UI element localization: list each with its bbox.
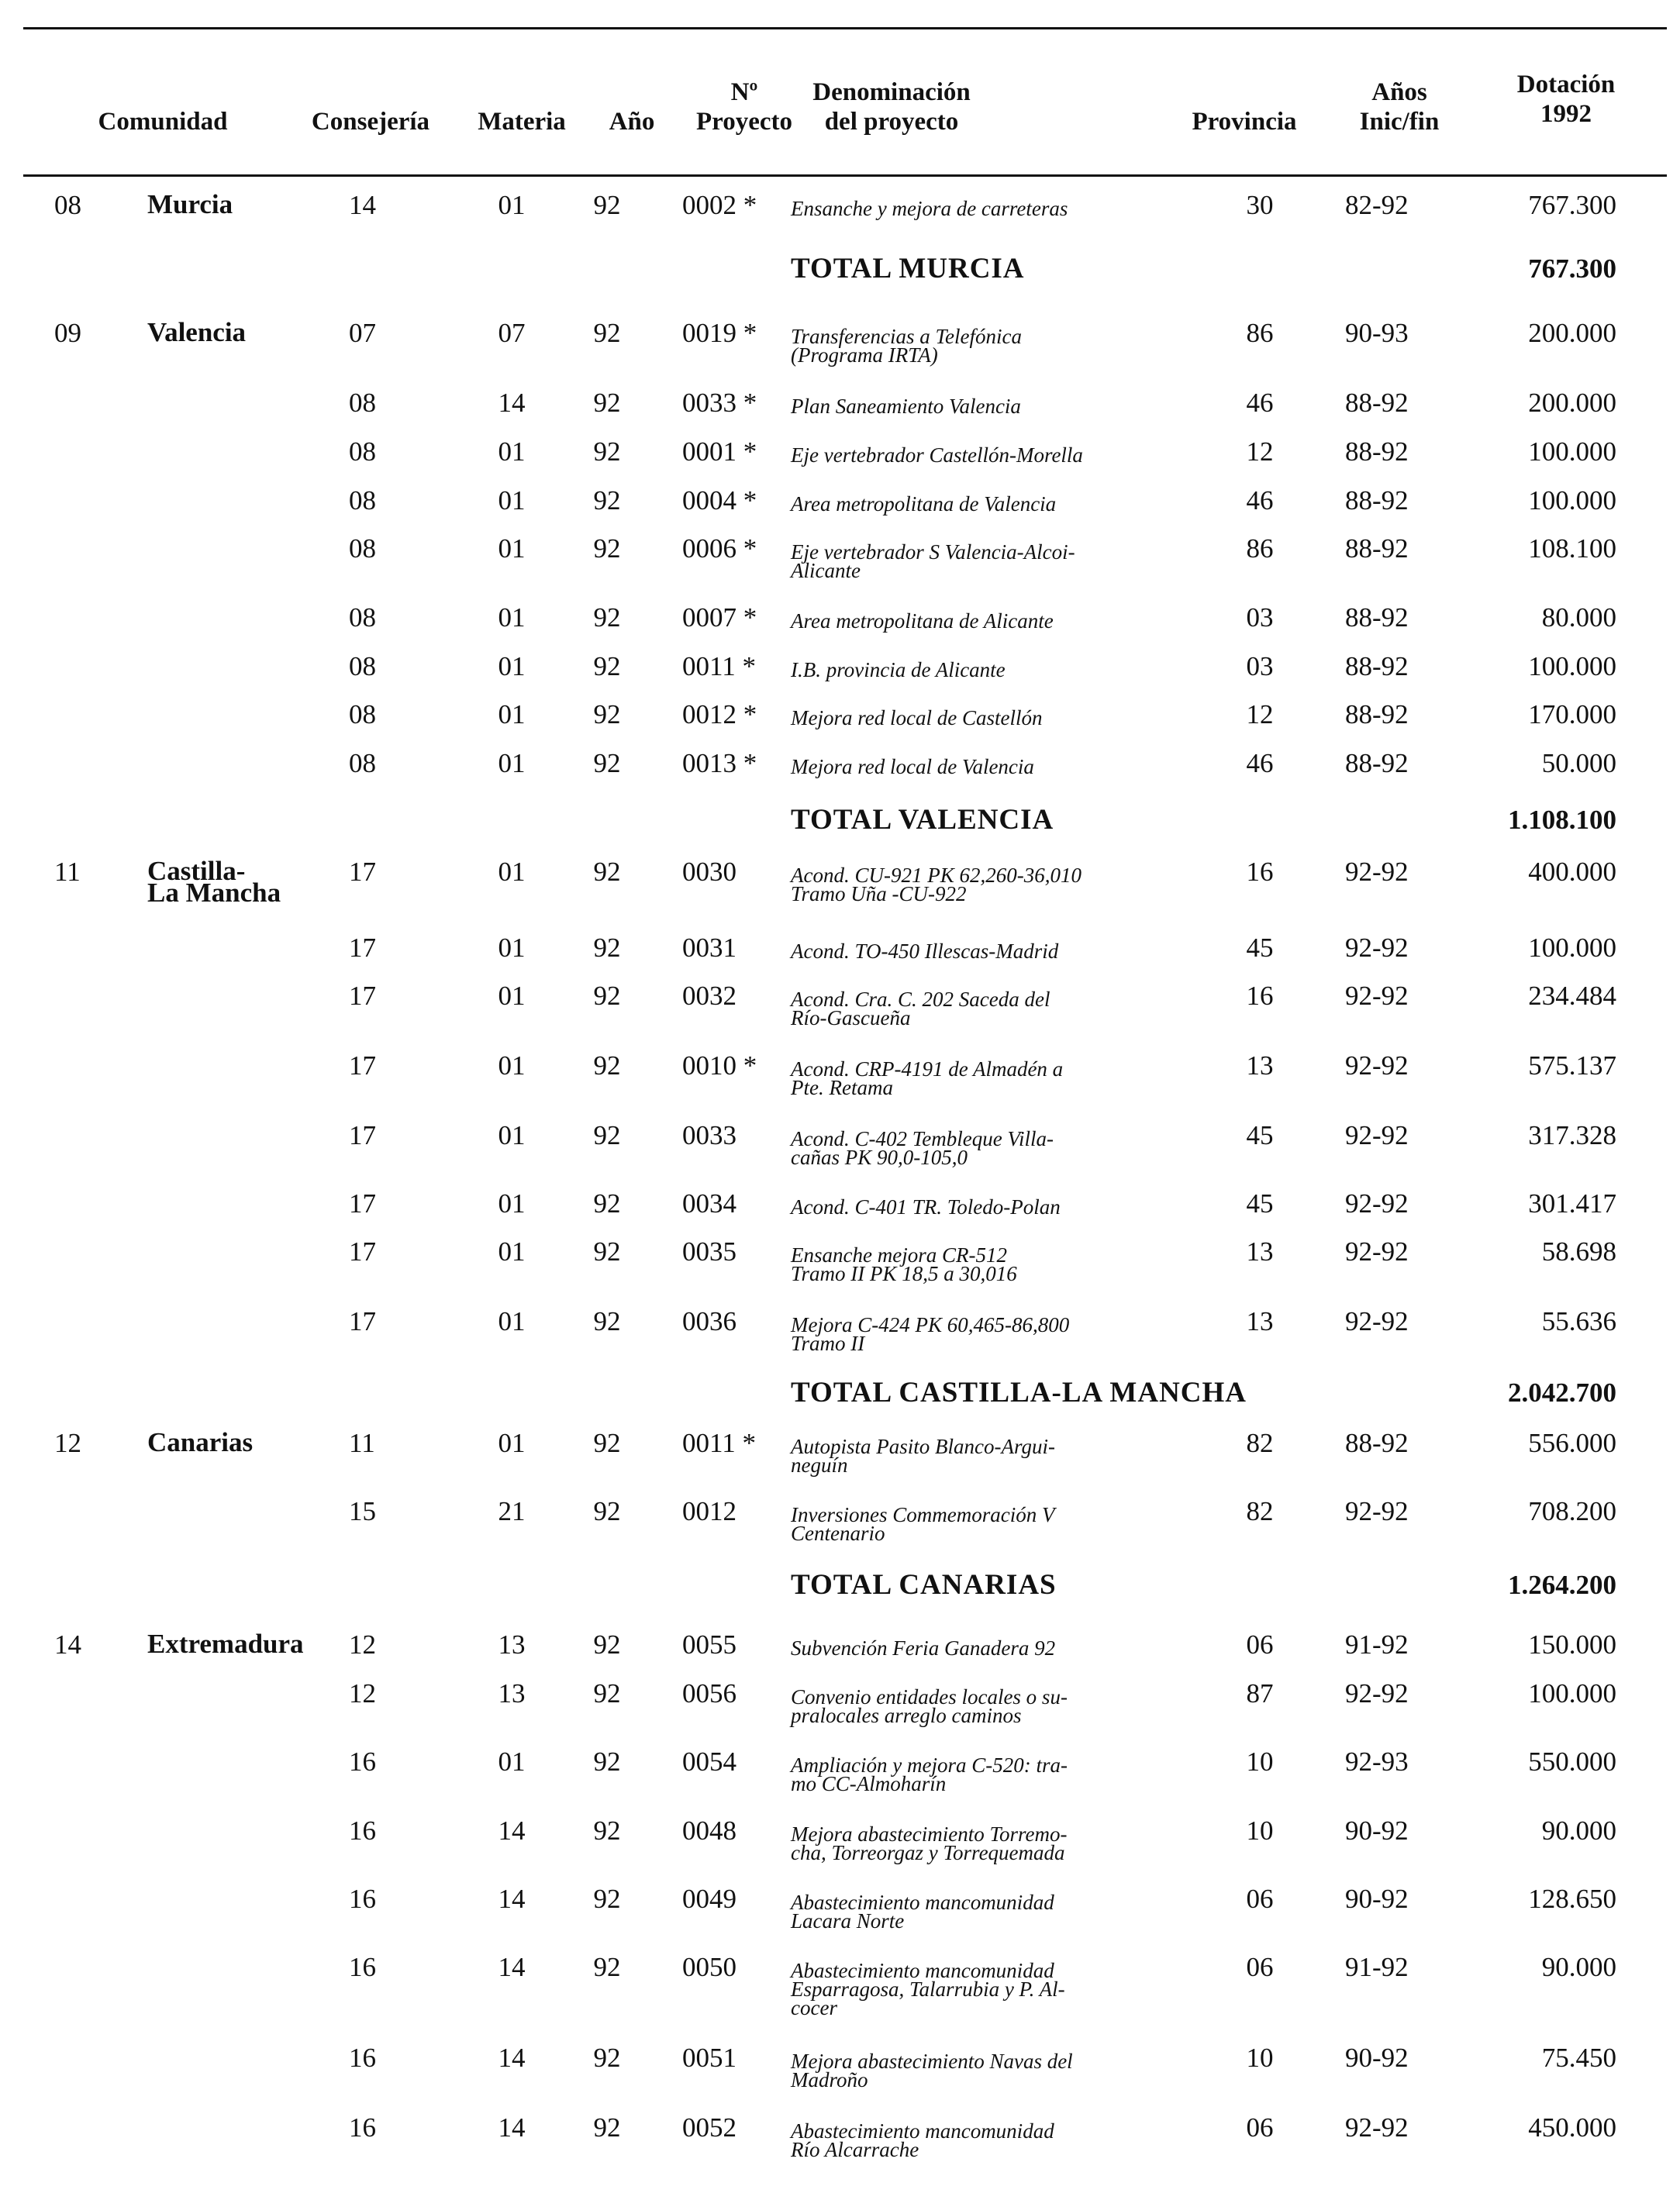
consejeria: 16 [349, 1747, 376, 1777]
anio: 92 [593, 1050, 621, 1081]
anio: 92 [593, 485, 621, 516]
anio: 92 [593, 1306, 621, 1336]
denominacion: Convenio entidades locales o su- pralocales arreglo caminos [791, 1685, 1068, 1727]
header-provincia: Provincia [1192, 108, 1297, 136]
denominacion: Abastecimiento mancomunidad Río Alcarrache [791, 2119, 1054, 2161]
materia: 01 [498, 857, 526, 887]
anio: 92 [593, 436, 621, 467]
dotacion: 90.000 [1541, 1952, 1616, 1982]
anio: 92 [593, 1120, 621, 1150]
materia: 01 [498, 1306, 526, 1336]
anio: 92 [593, 857, 621, 887]
total-label: TOTAL MURCIA [791, 253, 1025, 284]
anios-inic-fin: 91-92 [1345, 1952, 1409, 1982]
consejeria: 17 [349, 1236, 376, 1267]
dotacion: 128.650 [1528, 1884, 1616, 1914]
total-amount: 2.042.700 [1508, 1378, 1616, 1408]
anios-inic-fin: 92-92 [1345, 857, 1409, 887]
consejeria: 16 [349, 1952, 376, 1982]
consejeria: 08 [349, 651, 376, 681]
anio: 92 [593, 1678, 621, 1709]
provincia: 03 [1246, 651, 1274, 681]
num-proyecto: 0049 [682, 1884, 737, 1914]
num-proyecto: 0048 [682, 1816, 737, 1846]
num-proyecto: 0007 * [682, 602, 757, 633]
provincia: 12 [1246, 436, 1274, 467]
denominacion: Transferencias a Telefónica (Programa IRTA) [791, 325, 1023, 367]
num-proyecto: 0035 [682, 1236, 737, 1267]
num-proyecto: 0006 * [682, 533, 757, 564]
denominacion: Mejora C-424 PK 60,465-86,800 Tramo II [791, 1313, 1070, 1355]
anios-inic-fin: 88-92 [1345, 602, 1409, 633]
materia: 01 [498, 1428, 526, 1458]
denominacion: Acond. CU-921 PK 62,260-36,010 Tramo Uña -CU-922 [791, 864, 1081, 905]
comunidad-code: 08 [54, 190, 81, 220]
anio: 92 [593, 2043, 621, 2073]
dotacion: 75.450 [1541, 2043, 1616, 2073]
comunidad-name: Canarias [147, 1427, 254, 1457]
materia: 13 [498, 1629, 526, 1660]
consejeria: 12 [349, 1678, 376, 1709]
denominacion: Ensanche y mejora de carreteras [791, 197, 1068, 220]
anio: 92 [593, 2112, 621, 2143]
consejeria: 14 [349, 190, 376, 220]
dotacion: 550.000 [1528, 1747, 1616, 1777]
anio: 92 [593, 602, 621, 633]
dotacion: 108.100 [1528, 533, 1616, 564]
top-rule [23, 27, 1667, 29]
consejeria: 17 [349, 1306, 376, 1336]
denominacion: Abastecimiento mancomunidad Lacara Norte [791, 1891, 1054, 1933]
dotacion: 90.000 [1541, 1816, 1616, 1846]
denominacion: Plan Saneamiento Valencia [791, 395, 1021, 418]
materia: 01 [498, 748, 526, 778]
materia: 01 [498, 1050, 526, 1081]
materia: 01 [498, 1120, 526, 1150]
anios-inic-fin: 92-92 [1345, 2112, 1409, 2143]
dotacion: 80.000 [1541, 602, 1616, 633]
num-proyecto: 0033 [682, 1120, 737, 1150]
anio: 92 [593, 1428, 621, 1458]
anio: 92 [593, 388, 621, 418]
num-proyecto: 0019 * [682, 318, 757, 348]
dotacion: 150.000 [1528, 1629, 1616, 1660]
anio: 92 [593, 748, 621, 778]
header-comunidad: Comunidad [98, 108, 228, 136]
header-num-proyecto: Nº Proyecto [696, 78, 792, 136]
anios-inic-fin: 82-92 [1345, 190, 1409, 220]
num-proyecto: 0013 * [682, 748, 757, 778]
num-proyecto: 0056 [682, 1678, 737, 1709]
dotacion: 234.484 [1528, 981, 1616, 1011]
provincia: 45 [1246, 933, 1274, 963]
anios-inic-fin: 92-92 [1345, 933, 1409, 963]
num-proyecto: 0034 [682, 1188, 737, 1219]
dotacion: 317.328 [1528, 1120, 1616, 1150]
anios-inic-fin: 88-92 [1345, 533, 1409, 564]
provincia: 46 [1246, 748, 1274, 778]
dotacion: 767.300 [1528, 190, 1616, 220]
anio: 92 [593, 699, 621, 729]
dotacion: 100.000 [1528, 1678, 1616, 1709]
denominacion: Mejora red local de Valencia [791, 755, 1034, 778]
consejeria: 17 [349, 981, 376, 1011]
anios-inic-fin: 88-92 [1345, 699, 1409, 729]
anio: 92 [593, 1496, 621, 1526]
num-proyecto: 0011 * [682, 1428, 756, 1458]
materia: 14 [498, 2112, 526, 2143]
provincia: 45 [1246, 1120, 1274, 1150]
denominacion: Abastecimiento mancomunidad Esparragosa, Talarrubia y P. Al- cocer [791, 1959, 1065, 2019]
consejeria: 12 [349, 1629, 376, 1660]
anio: 92 [593, 981, 621, 1011]
provincia: 13 [1246, 1050, 1274, 1081]
dotacion: 100.000 [1528, 436, 1616, 467]
dotacion: 200.000 [1528, 388, 1616, 418]
dotacion: 556.000 [1528, 1428, 1616, 1458]
provincia: 06 [1246, 2112, 1274, 2143]
denominacion: Autopista Pasito Blanco-Argui- neguín [791, 1435, 1055, 1477]
anios-inic-fin: 88-92 [1345, 651, 1409, 681]
materia: 14 [498, 1952, 526, 1982]
num-proyecto: 0052 [682, 2112, 737, 2143]
dotacion: 170.000 [1528, 699, 1616, 729]
consejeria: 17 [349, 1120, 376, 1150]
num-proyecto: 0011 * [682, 651, 756, 681]
denominacion: Mejora abastecimiento Navas del Madroño [791, 2050, 1073, 2091]
num-proyecto: 0055 [682, 1629, 737, 1660]
consejeria: 08 [349, 533, 376, 564]
provincia: 82 [1246, 1428, 1274, 1458]
provincia: 86 [1246, 318, 1274, 348]
provincia: 10 [1246, 1816, 1274, 1846]
total-amount: 1.264.200 [1508, 1570, 1616, 1600]
header-anios-inic-fin: Años Inic/fin [1359, 78, 1440, 136]
comunidad-name: Castilla- La Mancha [147, 856, 281, 908]
dotacion: 58.698 [1541, 1236, 1616, 1267]
dotacion: 708.200 [1528, 1496, 1616, 1526]
num-proyecto: 0004 * [682, 485, 757, 516]
materia: 01 [498, 1188, 526, 1219]
comunidad-code: 09 [54, 318, 81, 348]
provincia: 10 [1246, 2043, 1274, 2073]
denominacion: Mejora red local de Castellón [791, 706, 1043, 729]
denominacion: Acond. C-401 TR. Toledo-Polan [791, 1195, 1061, 1219]
consejeria: 17 [349, 933, 376, 963]
comunidad-code: 14 [54, 1629, 81, 1660]
anios-inic-fin: 92-92 [1345, 981, 1409, 1011]
dotacion: 200.000 [1528, 318, 1616, 348]
num-proyecto: 0054 [682, 1747, 737, 1777]
anios-inic-fin: 92-92 [1345, 1496, 1409, 1526]
materia: 01 [498, 602, 526, 633]
materia: 01 [498, 190, 526, 220]
consejeria: 17 [349, 1188, 376, 1219]
anios-inic-fin: 90-93 [1345, 318, 1409, 348]
consejeria: 16 [349, 1884, 376, 1914]
denominacion: Acond. CRP-4191 de Almadén a Pte. Retama [791, 1057, 1064, 1099]
num-proyecto: 0012 [682, 1496, 737, 1526]
anios-inic-fin: 92-92 [1345, 1050, 1409, 1081]
dotacion: 400.000 [1528, 857, 1616, 887]
provincia: 06 [1246, 1952, 1274, 1982]
header-dotacion: Dotación 1992 [1516, 71, 1616, 128]
denominacion: I.B. provincia de Alicante [791, 658, 1006, 681]
denominacion: Eje vertebrador S Valencia-Alcoi- Alicante [791, 540, 1075, 582]
consejeria: 15 [349, 1496, 376, 1526]
dotacion: 450.000 [1528, 2112, 1616, 2143]
materia: 01 [498, 699, 526, 729]
materia: 01 [498, 651, 526, 681]
anios-inic-fin: 88-92 [1345, 388, 1409, 418]
materia: 21 [498, 1496, 526, 1526]
denominacion: Mejora abastecimiento Torremo- cha, Torreorgaz y Torrequemada [791, 1822, 1068, 1864]
provincia: 10 [1246, 1747, 1274, 1777]
materia: 14 [498, 1884, 526, 1914]
header-rule [23, 174, 1667, 177]
materia: 07 [498, 318, 526, 348]
header-denominacion: Denominación del proyecto [812, 78, 971, 136]
comunidad-name: Murcia [147, 189, 233, 219]
materia: 01 [498, 933, 526, 963]
anios-inic-fin: 88-92 [1345, 1428, 1409, 1458]
anio: 92 [593, 533, 621, 564]
num-proyecto: 0001 * [682, 436, 757, 467]
dotacion: 301.417 [1528, 1188, 1616, 1219]
denominacion: Acond. Cra. C. 202 Saceda del Río-Gascueña [791, 988, 1050, 1029]
provincia: 03 [1246, 602, 1274, 633]
materia: 01 [498, 485, 526, 516]
provincia: 30 [1246, 190, 1274, 220]
num-proyecto: 0036 [682, 1306, 737, 1336]
materia: 14 [498, 388, 526, 418]
provincia: 06 [1246, 1629, 1274, 1660]
consejeria: 17 [349, 1050, 376, 1081]
provincia: 13 [1246, 1306, 1274, 1336]
anios-inic-fin: 92-92 [1345, 1306, 1409, 1336]
dotacion: 50.000 [1541, 748, 1616, 778]
provincia: 46 [1246, 485, 1274, 516]
anio: 92 [593, 1884, 621, 1914]
denominacion: Acond. C-402 Tembleque Villa- cañas PK 90,0-105,0 [791, 1127, 1054, 1169]
materia: 13 [498, 1678, 526, 1709]
materia: 14 [498, 2043, 526, 2073]
anio: 92 [593, 1629, 621, 1660]
total-amount: 1.108.100 [1508, 805, 1616, 835]
num-proyecto: 0010 * [682, 1050, 757, 1081]
provincia: 13 [1246, 1236, 1274, 1267]
consejeria: 17 [349, 857, 376, 887]
materia: 01 [498, 981, 526, 1011]
dotacion: 100.000 [1528, 485, 1616, 516]
provincia: 06 [1246, 1884, 1274, 1914]
num-proyecto: 0032 [682, 981, 737, 1011]
provincia: 16 [1246, 857, 1274, 887]
provincia: 16 [1246, 981, 1274, 1011]
provincia: 82 [1246, 1496, 1274, 1526]
materia: 01 [498, 1747, 526, 1777]
denominacion: Ampliación y mejora C-520: tra- mo CC-Almoharín [791, 1753, 1068, 1795]
consejeria: 08 [349, 602, 376, 633]
header-anio: Año [609, 108, 655, 136]
num-proyecto: 0031 [682, 933, 737, 963]
materia: 01 [498, 436, 526, 467]
consejeria: 07 [349, 318, 376, 348]
dotacion: 55.636 [1541, 1306, 1616, 1336]
num-proyecto: 0033 * [682, 388, 757, 418]
num-proyecto: 0050 [682, 1952, 737, 1982]
anio: 92 [593, 1816, 621, 1846]
anios-inic-fin: 92-92 [1345, 1188, 1409, 1219]
provincia: 46 [1246, 388, 1274, 418]
consejeria: 08 [349, 388, 376, 418]
denominacion: Area metropolitana de Valencia [791, 492, 1057, 516]
dotacion: 100.000 [1528, 651, 1616, 681]
header-consejeria: Consejería [311, 108, 430, 136]
anio: 92 [593, 1747, 621, 1777]
anios-inic-fin: 92-92 [1345, 1236, 1409, 1267]
anios-inic-fin: 91-92 [1345, 1629, 1409, 1660]
anios-inic-fin: 88-92 [1345, 748, 1409, 778]
anios-inic-fin: 90-92 [1345, 1816, 1409, 1846]
provincia: 86 [1246, 533, 1274, 564]
dotacion: 575.137 [1528, 1050, 1616, 1081]
consejeria: 08 [349, 699, 376, 729]
anio: 92 [593, 1236, 621, 1267]
anio: 92 [593, 1188, 621, 1219]
anios-inic-fin: 88-92 [1345, 485, 1409, 516]
anio: 92 [593, 190, 621, 220]
comunidad-name: Extremadura [147, 1629, 304, 1659]
anios-inic-fin: 90-92 [1345, 2043, 1409, 2073]
dotacion: 100.000 [1528, 933, 1616, 963]
header-materia: Materia [478, 108, 566, 136]
total-label: TOTAL CANARIAS [791, 1569, 1057, 1601]
provincia: 45 [1246, 1188, 1274, 1219]
denominacion: Inversiones Commemoración V Centenario [791, 1503, 1055, 1545]
consejeria: 08 [349, 485, 376, 516]
anios-inic-fin: 92-92 [1345, 1120, 1409, 1150]
denominacion: Acond. TO-450 Illescas-Madrid [791, 940, 1059, 963]
anios-inic-fin: 92-93 [1345, 1747, 1409, 1777]
denominacion: Area metropolitana de Alicante [791, 609, 1054, 633]
num-proyecto: 0051 [682, 2043, 737, 2073]
materia: 14 [498, 1816, 526, 1846]
materia: 01 [498, 533, 526, 564]
materia: 01 [498, 1236, 526, 1267]
denominacion: Subvención Feria Ganadera 92 [791, 1636, 1056, 1660]
comunidad-code: 12 [54, 1428, 81, 1458]
consejeria: 11 [349, 1428, 375, 1458]
consejeria: 08 [349, 436, 376, 467]
denominacion: Ensanche mejora CR-512 Tramo II PK 18,5 a 30,016 [791, 1243, 1017, 1285]
consejeria: 16 [349, 2112, 376, 2143]
anio: 92 [593, 651, 621, 681]
total-amount: 767.300 [1528, 253, 1616, 284]
provincia: 12 [1246, 699, 1274, 729]
consejeria: 16 [349, 1816, 376, 1846]
anios-inic-fin: 88-92 [1345, 436, 1409, 467]
anio: 92 [593, 1952, 621, 1982]
comunidad-code: 11 [54, 857, 81, 887]
num-proyecto: 0012 * [682, 699, 757, 729]
total-label: TOTAL VALENCIA [791, 804, 1054, 836]
provincia: 87 [1246, 1678, 1274, 1709]
num-proyecto: 0030 [682, 857, 737, 887]
anios-inic-fin: 92-92 [1345, 1678, 1409, 1709]
total-label: TOTAL CASTILLA-LA MANCHA [791, 1377, 1247, 1409]
consejeria: 16 [349, 2043, 376, 2073]
anios-inic-fin: 90-92 [1345, 1884, 1409, 1914]
comunidad-name: Valencia [147, 317, 247, 347]
num-proyecto: 0002 * [682, 190, 757, 220]
consejeria: 08 [349, 748, 376, 778]
anio: 92 [593, 933, 621, 963]
denominacion: Eje vertebrador Castellón-Morella [791, 443, 1083, 467]
anio: 92 [593, 318, 621, 348]
